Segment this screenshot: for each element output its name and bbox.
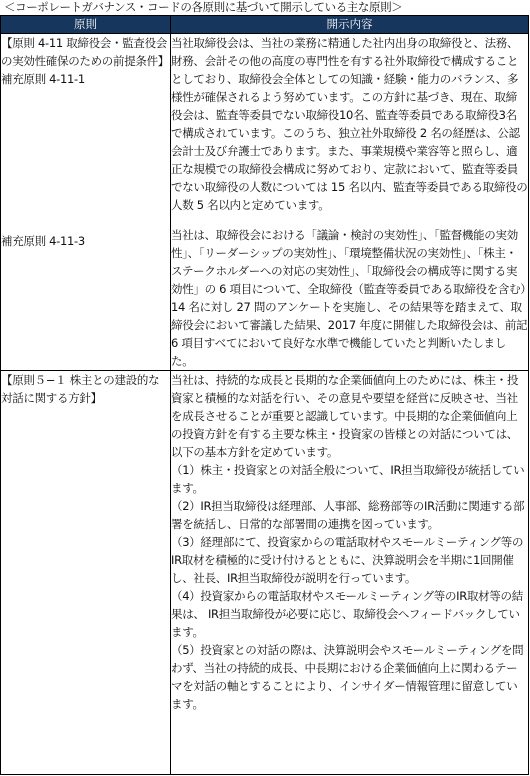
policy-item: （2）IR担当取締役は経理部、人事部、総務部等のIR活動に関連する部署を統括し、日常的な部署間の連携を図っています。 xyxy=(171,499,525,531)
principle-title: 【原則５−１ 株主との建設的な対話に関する方針】 xyxy=(1,373,160,405)
table-row xyxy=(1,371,529,775)
disclosure-cell xyxy=(171,34,529,371)
disclosure-cell xyxy=(171,371,529,775)
principle-title: 【原則 4-11 取締役会・監査役会の実効性確保のための前提条件】 xyxy=(1,36,169,68)
header-disclosure: 開示内容 xyxy=(171,16,529,34)
header-row xyxy=(1,16,529,34)
table-caption: ＜コーポレートガバナンス・コードの各原則に基づいて開示している主な原則＞ xyxy=(4,0,403,14)
principle-cell xyxy=(1,34,171,371)
disclosure-text: 当社は、持続的な成長と長期的な企業価値向上のためには、株主・投資家と積極的な対話を行い、その意見や要望を経営に反映させ、当社を成長させることが重要と認識しています。中長期的な企業価値向上の投資方針を有する主要な株主・投資家の皆様との対話については、以下の基本方針を定めています。 xyxy=(171,373,519,459)
principles-table xyxy=(0,15,529,775)
table-row xyxy=(1,34,529,371)
disclosure-text: 当社は、取締役会における「議論・検討の実効性」、「監督機能の実効性」、「リーダーシップの実効性」、「環境整備状況の実効性」、「株主・ステークホルダーへの対応の実効性」、「取締役会の構成等に関する実効性」の 6 項目について、全取締役（監査等委員である取締役を含む）14 名に対し 27 問のアンケートを実施し、その結果等を踏まえて、取締役会において審議した結果、2017 年度に開催した取締役会は、前記 6 項目すべてにおいて良好な水準で機能していたと判断いたしました。 xyxy=(171,228,528,368)
disclosure-text: 当社取締役会は、当社の業務に精通した社内出身の取締役と、法務、財務、会計その他の高度の専門性を有する社外取締役で構成することとしており、取締役会全体としての知識・経験・能力のバランス、多様性が確保されるよう努めています。この方針に基づき、現在、取締役会は、監査等委員でない取締役10名、監査等委員である取締役3名で構成されています。このうち、独立社外取締役 2 名の経歴は、公認会計士及び弁護士であります。また、事業規模や業容等と照らし、適正な規模での取締役会構成に努めており、定款において、監査等委員でない取締役の人数については 15 名以内、監査等委員である取締役の人数 5 名以内と定めています。 xyxy=(171,36,528,212)
policy-item: （5）投資家との対話の際は、決算説明会やスモールミーティングを問わず、当社の持続的成長、中長期における企業価値向上に関わるテーマを対話の軸とすることにより、インサイダー情報管理に留意しています。 xyxy=(171,643,524,711)
principle-cell xyxy=(1,371,171,775)
header-principle: 原則 xyxy=(1,16,171,34)
policy-item: （3）経理部にて、投資家からの電話取材やスモールミーティング等のIR取材を積極的に受け付けるとともに、決算説明会を半期に1回開催し、社長、IR担当取締役が説明を行っています。 xyxy=(171,535,524,585)
supplement-label: 補充原則 4-11-3 xyxy=(1,234,85,248)
policy-item: （4）投資家からの電話取材やスモールミーティング等のIR取材等の結果は、 IR担当取締役が必要に応じ、取締役会へフィードバックしています。 xyxy=(171,589,523,639)
supplement-label: 補充原則 4-11-1 xyxy=(1,72,85,86)
policy-item: （1）株主・投資家との対話全般について、IR担当取締役が統括しています。 xyxy=(171,463,525,495)
